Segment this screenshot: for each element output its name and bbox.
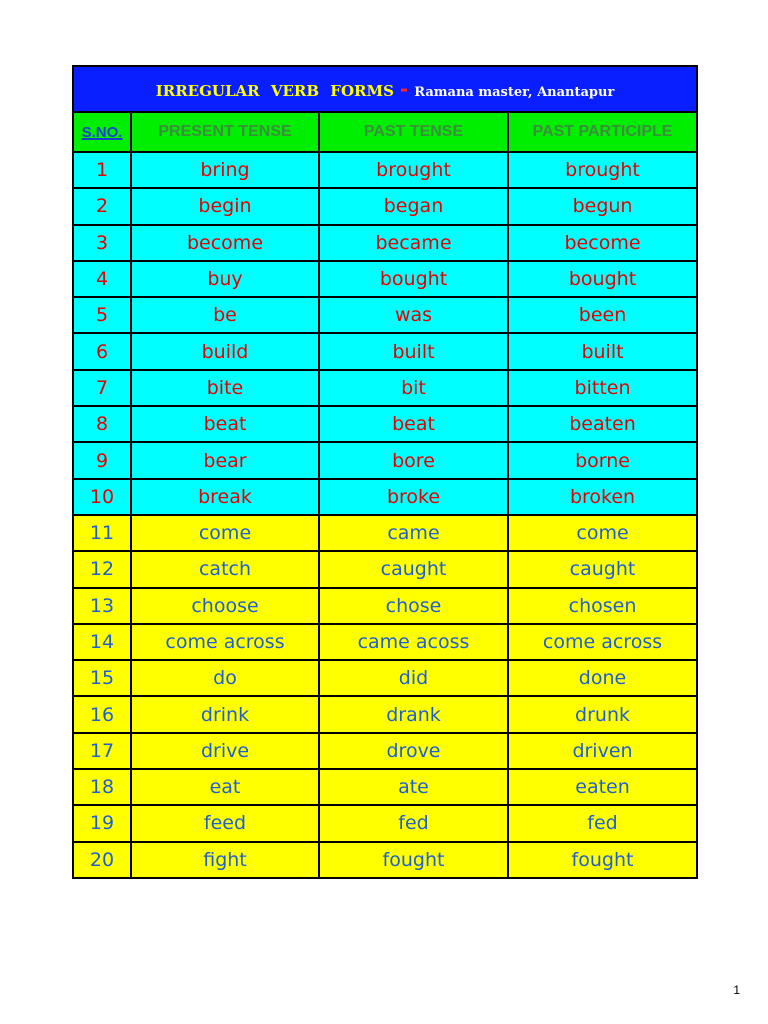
- cell-past-tense: chose: [319, 588, 508, 624]
- cell-past-tense: came: [319, 515, 508, 551]
- cell-present-tense: catch: [131, 551, 319, 587]
- cell-sno: 13: [73, 588, 131, 624]
- header-row: [73, 112, 697, 152]
- cell-past-participle: borne: [508, 442, 697, 478]
- author-credit: Ramana master, Anantapur: [414, 85, 615, 100]
- cell-past-participle: brought: [508, 152, 697, 188]
- cell-past-tense: bore: [319, 442, 508, 478]
- page-number: 1: [733, 983, 740, 997]
- cell-past-tense: became: [319, 225, 508, 261]
- title-cell: [73, 66, 697, 112]
- cell-sno: 19: [73, 805, 131, 841]
- table-row: [73, 733, 697, 769]
- cell-present-tense: bring: [131, 152, 319, 188]
- cell-past-tense: broke: [319, 479, 508, 515]
- header-past-participle: PAST PARTICIPLE: [508, 112, 697, 152]
- cell-sno: 11: [73, 515, 131, 551]
- cell-present-tense: beat: [131, 406, 319, 442]
- cell-past-participle: done: [508, 660, 697, 696]
- cell-present-tense: drive: [131, 733, 319, 769]
- cell-past-tense: fought: [319, 842, 508, 878]
- cell-present-tense: be: [131, 297, 319, 333]
- cell-past-tense: drank: [319, 696, 508, 732]
- cell-past-participle: begun: [508, 188, 697, 224]
- cell-past-tense: bit: [319, 370, 508, 406]
- table-row: [73, 624, 697, 660]
- cell-past-tense: ate: [319, 769, 508, 805]
- cell-present-tense: bear: [131, 442, 319, 478]
- cell-present-tense: become: [131, 225, 319, 261]
- cell-past-tense: brought: [319, 152, 508, 188]
- cell-sno: 20: [73, 842, 131, 878]
- verb-table-body: [73, 66, 697, 878]
- cell-present-tense: choose: [131, 588, 319, 624]
- cell-sno: 9: [73, 442, 131, 478]
- cell-present-tense: come: [131, 515, 319, 551]
- cell-sno: 2: [73, 188, 131, 224]
- cell-past-participle: become: [508, 225, 697, 261]
- table-row: [73, 805, 697, 841]
- table-row: [73, 769, 697, 805]
- table-row: [73, 370, 697, 406]
- title-row: [73, 66, 697, 112]
- cell-sno: 5: [73, 297, 131, 333]
- cell-past-participle: driven: [508, 733, 697, 769]
- cell-sno: 12: [73, 551, 131, 587]
- cell-sno: 14: [73, 624, 131, 660]
- cell-sno: 8: [73, 406, 131, 442]
- cell-past-tense: beat: [319, 406, 508, 442]
- cell-past-tense: fed: [319, 805, 508, 841]
- table-row: [73, 261, 697, 297]
- table-row: [73, 188, 697, 224]
- table-row: [73, 297, 697, 333]
- cell-present-tense: drink: [131, 696, 319, 732]
- cell-sno: 16: [73, 696, 131, 732]
- title-separator: -: [399, 77, 409, 101]
- cell-present-tense: come across: [131, 624, 319, 660]
- cell-present-tense: buy: [131, 261, 319, 297]
- cell-past-participle: fought: [508, 842, 697, 878]
- table-row: [73, 551, 697, 587]
- cell-past-tense: began: [319, 188, 508, 224]
- cell-present-tense: build: [131, 333, 319, 369]
- cell-past-participle: built: [508, 333, 697, 369]
- cell-present-tense: fight: [131, 842, 319, 878]
- table-row: [73, 152, 697, 188]
- table-row: [73, 660, 697, 696]
- cell-sno: 1: [73, 152, 131, 188]
- header-past-tense: PAST TENSE: [319, 112, 508, 152]
- cell-sno: 17: [73, 733, 131, 769]
- cell-past-participle: broken: [508, 479, 697, 515]
- header-present-tense: PRESENT TENSE: [131, 112, 319, 152]
- verb-table: [72, 65, 698, 879]
- table-row: [73, 406, 697, 442]
- cell-past-participle: chosen: [508, 588, 697, 624]
- cell-past-participle: caught: [508, 551, 697, 587]
- cell-past-tense: bought: [319, 261, 508, 297]
- cell-sno: 18: [73, 769, 131, 805]
- cell-past-participle: eaten: [508, 769, 697, 805]
- cell-past-participle: drunk: [508, 696, 697, 732]
- table-row: [73, 696, 697, 732]
- cell-sno: 4: [73, 261, 131, 297]
- table-row: [73, 333, 697, 369]
- cell-sno: 3: [73, 225, 131, 261]
- cell-past-tense: did: [319, 660, 508, 696]
- table-row: [73, 515, 697, 551]
- cell-present-tense: bite: [131, 370, 319, 406]
- cell-past-participle: fed: [508, 805, 697, 841]
- cell-past-tense: drove: [319, 733, 508, 769]
- table-row: [73, 225, 697, 261]
- cell-sno: 7: [73, 370, 131, 406]
- table-row: [73, 842, 697, 878]
- cell-present-tense: begin: [131, 188, 319, 224]
- cell-sno: 6: [73, 333, 131, 369]
- cell-past-tense: came acoss: [319, 624, 508, 660]
- cell-past-participle: been: [508, 297, 697, 333]
- header-sno: S.NO.: [73, 112, 131, 152]
- cell-past-tense: built: [319, 333, 508, 369]
- cell-present-tense: do: [131, 660, 319, 696]
- table-row: [73, 588, 697, 624]
- cell-sno: 15: [73, 660, 131, 696]
- cell-present-tense: eat: [131, 769, 319, 805]
- cell-past-participle: bitten: [508, 370, 697, 406]
- cell-sno: 10: [73, 479, 131, 515]
- cell-present-tense: break: [131, 479, 319, 515]
- cell-past-tense: was: [319, 297, 508, 333]
- table-row: [73, 479, 697, 515]
- cell-past-tense: caught: [319, 551, 508, 587]
- cell-present-tense: feed: [131, 805, 319, 841]
- document-title: IRREGULAR VERB FORMS: [155, 82, 394, 100]
- cell-past-participle: come: [508, 515, 697, 551]
- cell-past-participle: come across: [508, 624, 697, 660]
- cell-past-participle: beaten: [508, 406, 697, 442]
- cell-past-participle: bought: [508, 261, 697, 297]
- table-row: [73, 442, 697, 478]
